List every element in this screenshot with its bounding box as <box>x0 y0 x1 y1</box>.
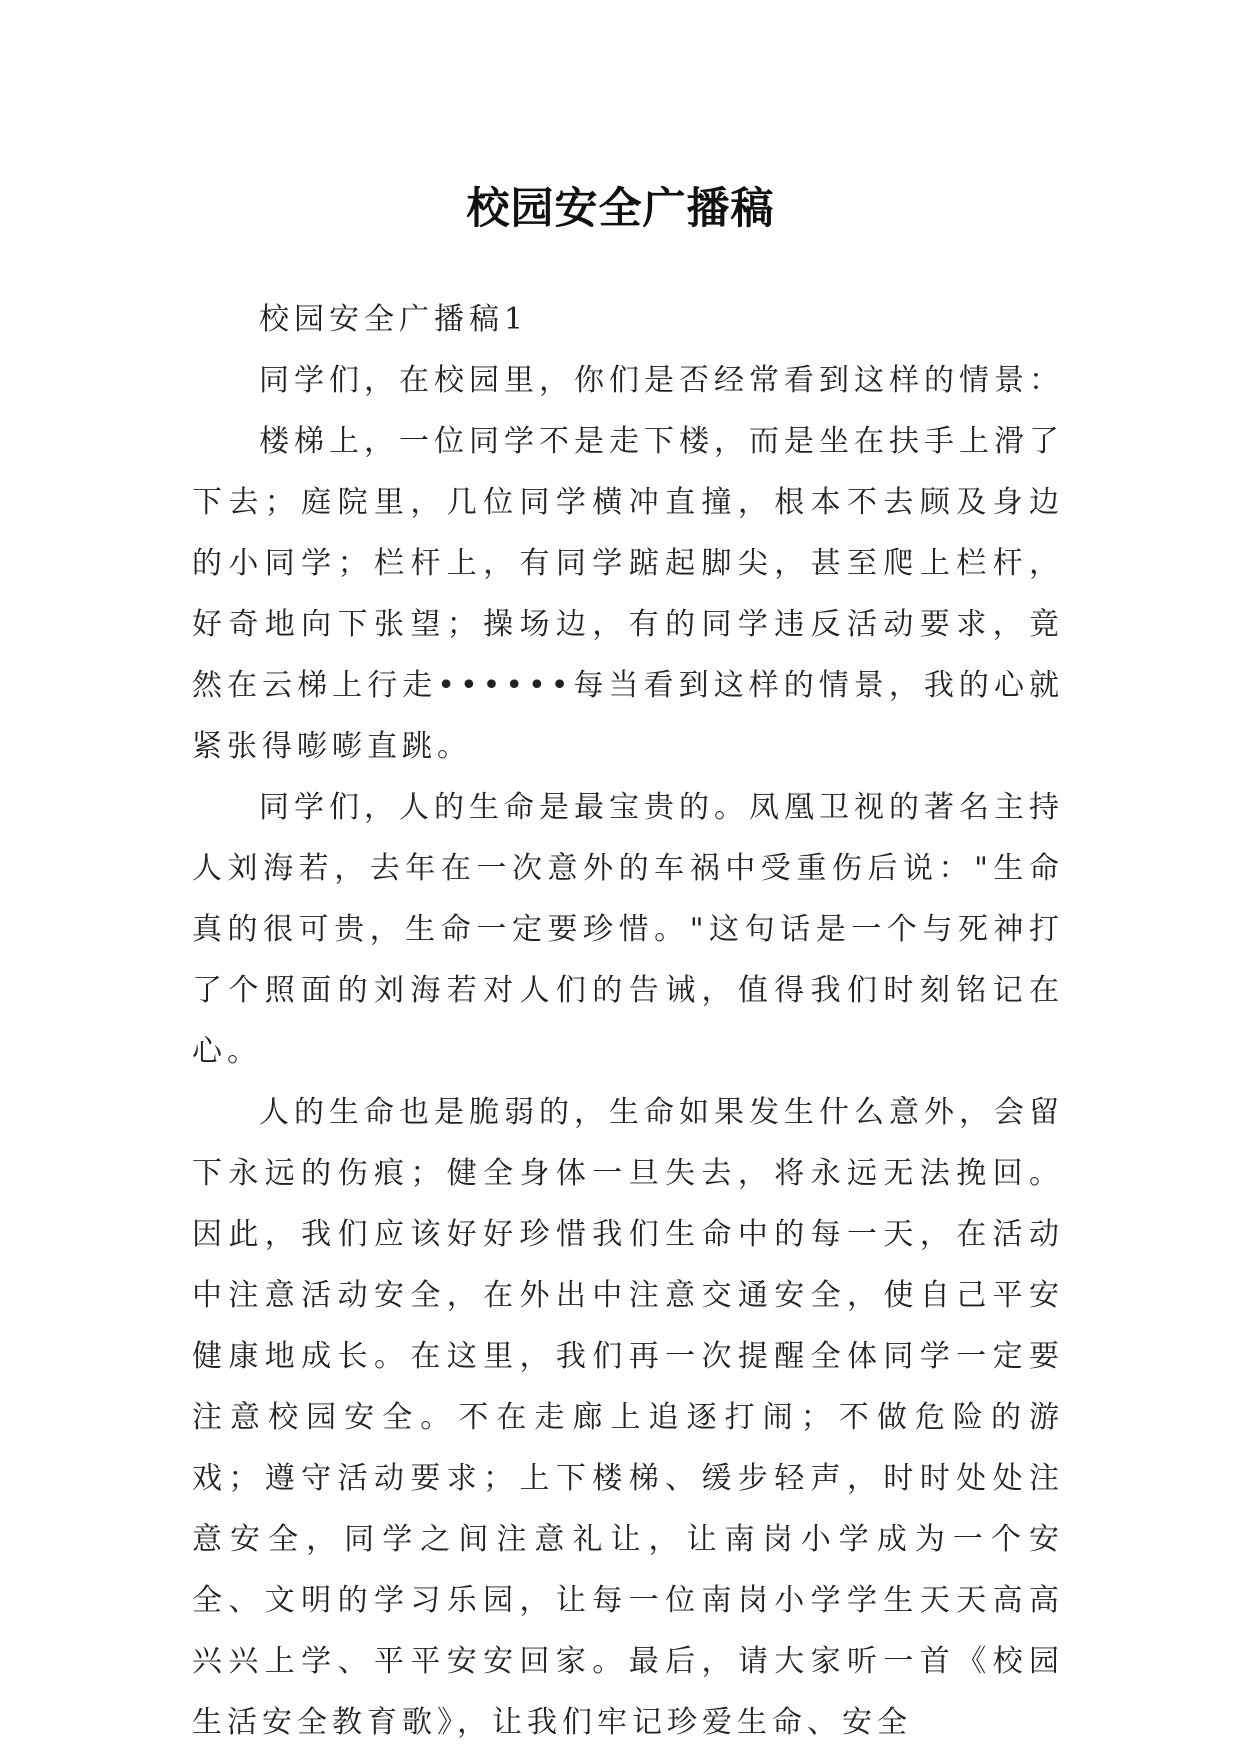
paragraph-4: 人的生命也是脆弱的，生命如果发生什么意外，会留下永远的伤痕；健全身体一旦失去，将永远无法挽回。因此，我们应该好好珍惜我们生命中的每一天，在活动中注意活动安全，在外出中注意交通安全，使自己平安健康地成长。在这里，我们再一次提醒全体同学一定要注意校园安全。不在走廊上追逐打闹；不做危险的游戏；遵守活动要求；上下楼梯、缓步轻声，时时处处注意安全，同学之间注意礼让，让南岗小学成为一个安全、文明的学习乐园，让每一位南岗小学学生天天高高兴兴上学、平平安安回家。最后，请大家听一首《校园生活安全教育歌》，让我们牢记珍爱生命、安全 <box>192 1095 1064 1740</box>
document-title: 校园安全广播稿 <box>466 183 775 234</box>
paragraph-3: 同学们，人的生命是最宝贵的。凤凰卫视的著名主持人刘海若，去年在一次意外的车祸中受重伤后说："生命真的很可贵，生命一定要珍惜。"这句话是一个与死神打了个照面的刘海若对人们的告诫，值得我们时刻铭记在心。 <box>192 790 1064 1069</box>
section-heading: 校园安全广播稿1 <box>259 302 529 337</box>
paragraph-2: 楼梯上，一位同学不是走下楼，而是坐在扶手上滑了下去；庭院里，几位同学横冲直撞，根本不去顾及身边的小同学；栏杆上，有同学踮起脚尖，甚至爬上栏杆，好奇地向下张望；操场边，有的同学违反活动要求，竟然在云梯上行走••••••每当看到这样的情景，我的心就紧张得嘭嘭直跳。 <box>192 424 1064 764</box>
paragraph-1: 同学们，在校园里，你们是否经常看到这样的情景： <box>259 363 1064 398</box>
document-body <box>192 289 1064 1753</box>
